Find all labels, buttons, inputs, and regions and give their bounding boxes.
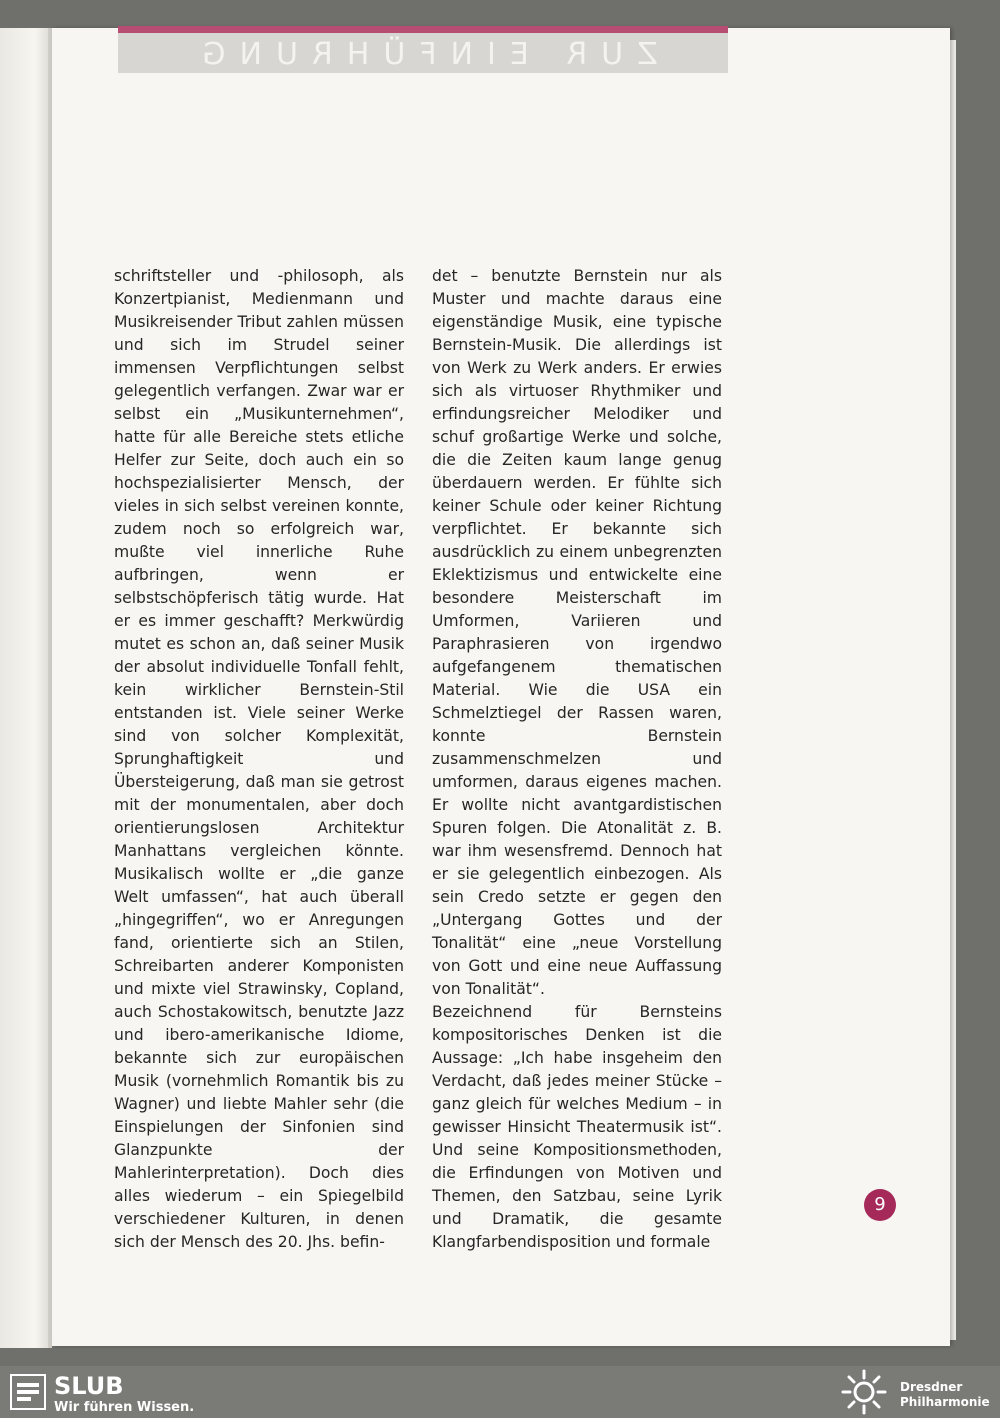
body-paragraph: schriftsteller und -philosoph, als Konzertpianist, Medienmann und Musikreisender Tribut zahlen müssen und sich im Strudel seiner immensen Verpflichtungen selbst gelegentlich verfangen. Zwar war er selbst ein „Musikunternehmen“, hatte für alle Bereiche stets etliche Helfer zur Seite, doch auch ein so hochspezialisierter Mensch, der vieles in sich selbst vereinen konnte, zudem noch so erfolgreich war, mußte viel innerliche Ruhe aufbringen, wenn er selbstschöpferisch tätig wurde. Hat er es immer geschafft? Merkwürdig mutet es schon an, daß seiner Musik der absolut individuelle Tonfall fehlt, kein wirklicher Bernstein-Stil entstanden ist. Viele seiner Werke sind von solcher Komplexität, Sprunghaftigkeit und Übersteigerung, daß man sie getrost mit der monumentalen, aber doch orientierungslosen Architektur Manhattans vergleichen könnte. Musikalisch wollte er „die ganze Welt umfassen“, hat auch überall „hingegriffen“, wo er Anregungen fand, orientierte sich an Stilen, Schreibarten anderer Komponisten und mixte viel Strawinsky, Copland, auch Schostakowitsch, benutzte Jazz und ibero-amerikanische Idiome, bekannte sich zur europäischen Musik (vornehmlich Romantik bis zu Wagner) und liebte Mahler sehr (die Einspielungen der Sinfonien sind Glanzpunkte der Mahlerinterpretation). Doch dies alles wiederum – ein Spiegelbild verschiedener Kulturen, in denen sich der Mensch des 20. Jhs. befin- bbox=[114, 267, 404, 1251]
section-header bbox=[118, 33, 728, 73]
text-column-left bbox=[114, 265, 404, 1254]
body-paragraph: det – benutzte Bernstein nur als Muster und machte daraus eine eigenständige Musik, eine typische Bernstein-Musik. Die allerdings ist von Werk zu Werk anders. Er erwies sich als virtuoser Rhythmiker und erfindungsreicher Melodiker und schuf großartige Werke und solche, die die Zeiten kaum lange genug überdauern werden. Er fühlte sich keiner Schule oder keiner Richtung verpflichtet. Er bekannte sich ausdrücklich zu einem unbegrenzten Eklektizismus und entwickelte eine besondere Meisterschaft im Umformen, Variieren und Paraphrasieren von irgendwo aufgefangenem thematischen Material. Wie die USA ein Schmelztiegel der Rassen waren, konnte Bernstein zusammenschmelzen und umformen, daraus eigenes machen. Er wollte nicht avantgardistischen Spuren folgen. Die Atonalität z. B. war ihm wesensfremd. Dennoch hat er sie gelegentlich einbezogen. Als sein Credo setzte er gegen den „Untergang Gottes und der Tonalität“ eine „neue Vorstellung von Gott und eine neue Auffassung von Tonalität“. bbox=[432, 267, 722, 998]
dresdner-philharmonie-logo-icon bbox=[840, 1368, 888, 1416]
partner-name-line-2: Philharmonie bbox=[900, 1395, 990, 1409]
dresdner-philharmonie-name bbox=[900, 1380, 990, 1410]
page-number-badge: 9 bbox=[864, 1189, 896, 1221]
slub-name: SLUB bbox=[54, 1372, 124, 1400]
text-column-right bbox=[432, 265, 722, 1254]
slub-tagline: Wir führen Wissen. bbox=[54, 1400, 195, 1415]
slub-logo-icon bbox=[10, 1374, 46, 1410]
header-accent-rule bbox=[118, 26, 728, 33]
facing-page-edge bbox=[0, 28, 50, 1348]
body-paragraph: Bezeichnend für Bernsteins kompositorisches Denken ist die Aussage: „Ich habe insgeheim den Verdacht, daß jedes meiner Stücke – ganz gleich für welches Medium – in gewisser Hinsicht Theatermusik ist“. Und seine Kompositionsmethoden, die Erfindungen von Motiven und Themen, den Satzbau, seine Lyrik und Dramatik, die gesamte Klangfarbendisposition und formale bbox=[432, 1003, 722, 1251]
partner-name-line-1: Dresdner bbox=[900, 1380, 963, 1394]
section-header-title: ZUR EINFÜHRUNG bbox=[188, 37, 658, 72]
